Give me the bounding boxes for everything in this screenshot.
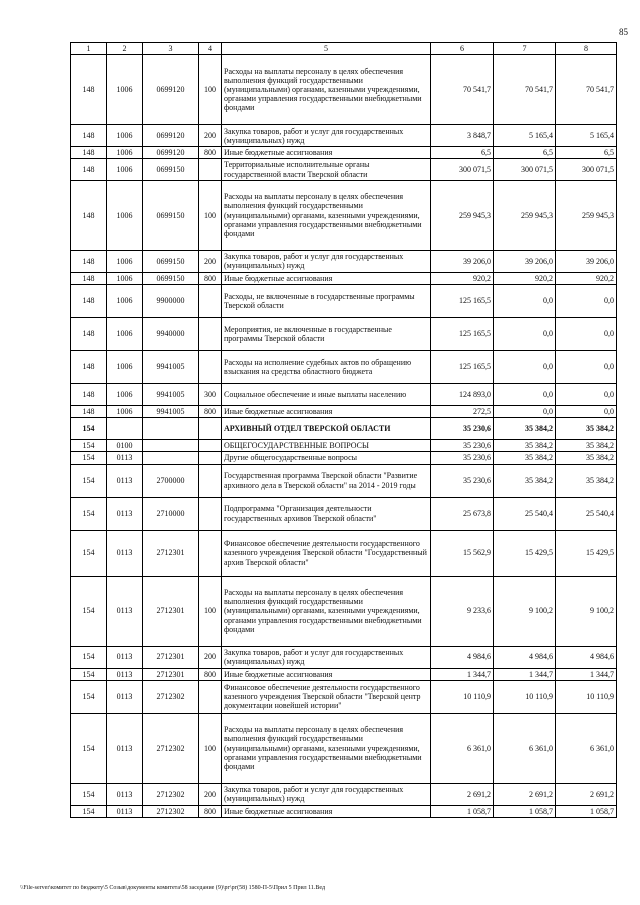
amount-2016-cell: 5 165,4 (494, 125, 556, 147)
glava-cell: 154 (71, 680, 107, 713)
glava-cell: 148 (71, 272, 107, 284)
amount-2017-cell: 2 691,2 (556, 783, 617, 805)
expense-type-cell: 100 (199, 55, 222, 125)
glava-cell: 154 (71, 530, 107, 576)
amount-2016-cell: 0,0 (494, 284, 556, 317)
target-article-cell: 0699150 (143, 250, 199, 272)
expense-type-cell (199, 284, 222, 317)
expense-type-cell: 100 (199, 713, 222, 783)
amount-2015-cell: 35 230,6 (431, 418, 494, 440)
amount-2017-cell: 6 361,0 (556, 713, 617, 783)
glava-cell: 154 (71, 497, 107, 530)
description-cell: Подпрограмма "Организация деятельности государственных архивов Тверской области" (222, 497, 431, 530)
section-cell: 0113 (107, 530, 143, 576)
column-header: 3 (143, 43, 199, 55)
target-article-cell: 2712302 (143, 680, 199, 713)
expense-type-cell: 300 (199, 383, 222, 405)
amount-2017-cell: 1 058,7 (556, 805, 617, 817)
amount-2015-cell: 35 230,6 (431, 440, 494, 452)
table-row (71, 250, 617, 272)
amount-2017-cell: 0,0 (556, 284, 617, 317)
glava-cell: 154 (71, 713, 107, 783)
description-cell: Иные бюджетные ассигнования (222, 805, 431, 817)
section-cell: 1006 (107, 147, 143, 159)
amount-2016-cell: 39 206,0 (494, 250, 556, 272)
glava-cell: 148 (71, 317, 107, 350)
section-cell: 0100 (107, 440, 143, 452)
description-cell: Иные бюджетные ассигнования (222, 147, 431, 159)
table-row (71, 452, 617, 464)
table-row (71, 418, 617, 440)
expense-type-cell: 100 (199, 576, 222, 646)
section-cell: 1006 (107, 272, 143, 284)
amount-2015-cell: 3 848,7 (431, 125, 494, 147)
amount-2017-cell: 0,0 (556, 350, 617, 383)
amount-2016-cell: 259 945,3 (494, 180, 556, 250)
amount-2015-cell: 125 165,5 (431, 350, 494, 383)
description-cell: Расходы на исполнение судебных актов по обращению взыскания на средства областного бюджета (222, 350, 431, 383)
amount-2017-cell: 0,0 (556, 405, 617, 417)
description-cell: Расходы, не включенные в государственные программы Тверской области (222, 284, 431, 317)
amount-2015-cell: 35 230,6 (431, 452, 494, 464)
table-row (71, 383, 617, 405)
amount-2017-cell: 259 945,3 (556, 180, 617, 250)
description-cell: Мероприятия, не включенные в государственные программы Тверской области (222, 317, 431, 350)
amount-2017-cell: 5 165,4 (556, 125, 617, 147)
glava-cell: 148 (71, 405, 107, 417)
expense-type-cell (199, 350, 222, 383)
expense-type-cell: 800 (199, 272, 222, 284)
amount-2017-cell: 920,2 (556, 272, 617, 284)
section-cell: 0113 (107, 668, 143, 680)
table-row (71, 272, 617, 284)
table-row (71, 55, 617, 125)
expense-type-cell (199, 452, 222, 464)
description-cell: Иные бюджетные ассигнования (222, 668, 431, 680)
description-cell: Расходы на выплаты персоналу в целях обеспечения выполнения функций государственными (муниципальными) органами, казенными учреждениями, органами управления государственными внебюджетными фондами (222, 180, 431, 250)
glava-cell: 148 (71, 350, 107, 383)
table-row (71, 713, 617, 783)
amount-2015-cell: 35 230,6 (431, 464, 494, 497)
table-row (71, 680, 617, 713)
expense-type-cell: 800 (199, 805, 222, 817)
amount-2017-cell: 300 071,5 (556, 159, 617, 180)
description-cell: Закупка товаров, работ и услуг для государственных (муниципальных) нужд (222, 250, 431, 272)
section-cell: 1006 (107, 350, 143, 383)
expense-type-cell (199, 317, 222, 350)
column-header: 1 (71, 43, 107, 55)
section-cell: 0113 (107, 680, 143, 713)
description-cell: АРХИВНЫЙ ОТДЕЛ ТВЕРСКОЙ ОБЛАСТИ (222, 418, 431, 440)
glava-cell: 154 (71, 668, 107, 680)
expense-type-cell (199, 497, 222, 530)
target-article-cell: 2712302 (143, 805, 199, 817)
expense-type-cell: 200 (199, 783, 222, 805)
amount-2015-cell: 1 058,7 (431, 805, 494, 817)
table-row (71, 147, 617, 159)
file-path-footer: \\File-server\комитет по бюджету\5 Созыв\документы комитета\58 заседание (9)\рг\рг(58) 1580-П-5\Прил 5 Прил 11.Вед (20, 885, 326, 891)
expense-type-cell (199, 159, 222, 180)
target-article-cell: 0699120 (143, 147, 199, 159)
target-article-cell: 0699120 (143, 125, 199, 147)
description-cell: Закупка товаров, работ и услуг для государственных (муниципальных) нужд (222, 125, 431, 147)
amount-2015-cell: 15 562,9 (431, 530, 494, 576)
glava-cell: 148 (71, 147, 107, 159)
column-header: 5 (222, 43, 431, 55)
glava-cell: 148 (71, 180, 107, 250)
target-article-cell: 2710000 (143, 497, 199, 530)
section-cell: 1006 (107, 383, 143, 405)
target-article-cell (143, 452, 199, 464)
glava-cell: 154 (71, 464, 107, 497)
description-cell: Иные бюджетные ассигнования (222, 272, 431, 284)
expense-type-cell (199, 680, 222, 713)
amount-2016-cell: 35 384,2 (494, 464, 556, 497)
amount-2016-cell: 1 344,7 (494, 668, 556, 680)
expense-type-cell: 800 (199, 405, 222, 417)
section-cell: 0113 (107, 805, 143, 817)
section-cell: 0113 (107, 713, 143, 783)
amount-2017-cell: 35 384,2 (556, 464, 617, 497)
target-article-cell: 2712301 (143, 530, 199, 576)
amount-2016-cell: 920,2 (494, 272, 556, 284)
amount-2016-cell: 300 071,5 (494, 159, 556, 180)
target-article-cell: 2712301 (143, 646, 199, 668)
target-article-cell: 9941005 (143, 350, 199, 383)
amount-2015-cell: 1 344,7 (431, 668, 494, 680)
section-cell: 1006 (107, 284, 143, 317)
table-row (71, 440, 617, 452)
page-number: 85 (619, 27, 628, 37)
target-article-cell (143, 418, 199, 440)
table-row (71, 646, 617, 668)
amount-2017-cell: 39 206,0 (556, 250, 617, 272)
glava-cell: 154 (71, 646, 107, 668)
amount-2016-cell: 35 384,2 (494, 418, 556, 440)
amount-2016-cell: 0,0 (494, 405, 556, 417)
table-row (71, 530, 617, 576)
target-article-cell: 0699150 (143, 180, 199, 250)
amount-2017-cell: 35 384,2 (556, 440, 617, 452)
amount-2016-cell: 6,5 (494, 147, 556, 159)
table-row (71, 668, 617, 680)
glava-cell: 154 (71, 452, 107, 464)
amount-2016-cell: 35 384,2 (494, 452, 556, 464)
target-article-cell: 2712302 (143, 713, 199, 783)
expense-type-cell (199, 418, 222, 440)
glava-cell: 154 (71, 783, 107, 805)
amount-2017-cell: 4 984,6 (556, 646, 617, 668)
table-row (71, 464, 617, 497)
table-row (71, 284, 617, 317)
amount-2017-cell: 0,0 (556, 383, 617, 405)
expense-type-cell: 800 (199, 147, 222, 159)
amount-2015-cell: 6,5 (431, 147, 494, 159)
target-article-cell: 2700000 (143, 464, 199, 497)
description-cell: Иные бюджетные ассигнования (222, 405, 431, 417)
glava-cell: 154 (71, 440, 107, 452)
table-row (71, 576, 617, 646)
table-row (71, 350, 617, 383)
amount-2016-cell: 0,0 (494, 383, 556, 405)
target-article-cell: 9941005 (143, 405, 199, 417)
target-article-cell: 0699150 (143, 272, 199, 284)
expense-type-cell: 800 (199, 668, 222, 680)
amount-2016-cell: 0,0 (494, 317, 556, 350)
amount-2015-cell: 920,2 (431, 272, 494, 284)
amount-2015-cell: 125 165,5 (431, 284, 494, 317)
section-cell: 0113 (107, 646, 143, 668)
glava-cell: 154 (71, 805, 107, 817)
section-cell: 1006 (107, 55, 143, 125)
amount-2017-cell: 6,5 (556, 147, 617, 159)
glava-cell: 148 (71, 55, 107, 125)
glava-cell: 148 (71, 284, 107, 317)
section-cell: 1006 (107, 317, 143, 350)
amount-2015-cell: 259 945,3 (431, 180, 494, 250)
glava-cell: 148 (71, 125, 107, 147)
table-row (71, 159, 617, 180)
amount-2015-cell: 124 893,0 (431, 383, 494, 405)
amount-2017-cell: 10 110,9 (556, 680, 617, 713)
target-article-cell: 9900000 (143, 284, 199, 317)
amount-2017-cell: 35 384,2 (556, 418, 617, 440)
description-cell: Закупка товаров, работ и услуг для государственных (муниципальных) нужд (222, 783, 431, 805)
expense-type-cell (199, 440, 222, 452)
amount-2016-cell: 1 058,7 (494, 805, 556, 817)
table-row (71, 180, 617, 250)
amount-2015-cell: 6 361,0 (431, 713, 494, 783)
header-row (71, 43, 617, 55)
amount-2016-cell: 15 429,5 (494, 530, 556, 576)
target-article-cell: 2712301 (143, 576, 199, 646)
description-cell: Социальное обеспечение и иные выплаты населению (222, 383, 431, 405)
glava-cell: 154 (71, 576, 107, 646)
amount-2016-cell: 35 384,2 (494, 440, 556, 452)
table-row (71, 805, 617, 817)
amount-2016-cell: 0,0 (494, 350, 556, 383)
column-header: 7 (494, 43, 556, 55)
section-cell: 0113 (107, 783, 143, 805)
glava-cell: 154 (71, 418, 107, 440)
amount-2016-cell: 6 361,0 (494, 713, 556, 783)
description-cell: Финансовое обеспечение деятельности государственного казенного учреждения Тверской области "Тверской центр документации новейшей истории" (222, 680, 431, 713)
description-cell: Закупка товаров, работ и услуг для государственных (муниципальных) нужд (222, 646, 431, 668)
section-cell: 0113 (107, 464, 143, 497)
table-row (71, 125, 617, 147)
amount-2017-cell: 15 429,5 (556, 530, 617, 576)
column-header: 2 (107, 43, 143, 55)
expense-type-cell: 200 (199, 646, 222, 668)
target-article-cell: 0699120 (143, 55, 199, 125)
amount-2015-cell: 25 673,8 (431, 497, 494, 530)
amount-2015-cell: 9 233,6 (431, 576, 494, 646)
section-cell: 1006 (107, 159, 143, 180)
column-header: 6 (431, 43, 494, 55)
expense-type-cell: 200 (199, 125, 222, 147)
amount-2017-cell: 1 344,7 (556, 668, 617, 680)
expense-type-cell (199, 530, 222, 576)
table-row (71, 497, 617, 530)
section-cell: 0113 (107, 497, 143, 530)
section-cell: 1006 (107, 250, 143, 272)
section-cell (107, 418, 143, 440)
amount-2015-cell: 125 165,5 (431, 317, 494, 350)
target-article-cell: 9941005 (143, 383, 199, 405)
amount-2016-cell: 2 691,2 (494, 783, 556, 805)
amount-2015-cell: 39 206,0 (431, 250, 494, 272)
target-article-cell: 9940000 (143, 317, 199, 350)
description-cell: Другие общегосударственные вопросы (222, 452, 431, 464)
expense-type-cell: 200 (199, 250, 222, 272)
amount-2015-cell: 2 691,2 (431, 783, 494, 805)
glava-cell: 148 (71, 159, 107, 180)
section-cell: 1006 (107, 405, 143, 417)
glava-cell: 148 (71, 250, 107, 272)
amount-2017-cell: 25 540,4 (556, 497, 617, 530)
table-row (71, 317, 617, 350)
amount-2015-cell: 272,5 (431, 405, 494, 417)
amount-2016-cell: 25 540,4 (494, 497, 556, 530)
target-article-cell: 0699150 (143, 159, 199, 180)
description-cell: Расходы на выплаты персоналу в целях обеспечения выполнения функций государственными (муниципальными) органами, казенными учреждениями, органами управления государственными внебюджетными фондами (222, 713, 431, 783)
section-cell: 0113 (107, 576, 143, 646)
budget-table (70, 42, 617, 818)
description-cell: Государственная программа Тверской области "Развитие архивного дела в Тверской области" на 2014 - 2019 годы (222, 464, 431, 497)
amount-2015-cell: 70 541,7 (431, 55, 494, 125)
amount-2016-cell: 4 984,6 (494, 646, 556, 668)
table-row (71, 405, 617, 417)
expense-type-cell: 100 (199, 180, 222, 250)
amount-2015-cell: 4 984,6 (431, 646, 494, 668)
section-cell: 1006 (107, 180, 143, 250)
section-cell: 1006 (107, 125, 143, 147)
table-row (71, 783, 617, 805)
expense-type-cell (199, 464, 222, 497)
amount-2016-cell: 9 100,2 (494, 576, 556, 646)
amount-2017-cell: 0,0 (556, 317, 617, 350)
amount-2017-cell: 70 541,7 (556, 55, 617, 125)
description-cell: Расходы на выплаты персоналу в целях обеспечения выполнения функций государственными (муниципальными) органами, казенными учреждениями, органами управления государственными внебюджетными фондами (222, 576, 431, 646)
amount-2017-cell: 35 384,2 (556, 452, 617, 464)
amount-2017-cell: 9 100,2 (556, 576, 617, 646)
target-article-cell: 2712301 (143, 668, 199, 680)
section-cell: 0113 (107, 452, 143, 464)
column-header: 8 (556, 43, 617, 55)
target-article-cell (143, 440, 199, 452)
description-cell: Расходы на выплаты персоналу в целях обеспечения выполнения функций государственными (муниципальными) органами, казенными учреждениями, органами управления государственными внебюджетными фондами (222, 55, 431, 125)
description-cell: Территориальные исполнительные органы государственной власти Тверской области (222, 159, 431, 180)
description-cell: ОБЩЕГОСУДАРСТВЕННЫЕ ВОПРОСЫ (222, 440, 431, 452)
amount-2015-cell: 300 071,5 (431, 159, 494, 180)
glava-cell: 148 (71, 383, 107, 405)
amount-2016-cell: 70 541,7 (494, 55, 556, 125)
amount-2015-cell: 10 110,9 (431, 680, 494, 713)
amount-2016-cell: 10 110,9 (494, 680, 556, 713)
column-header: 4 (199, 43, 222, 55)
target-article-cell: 2712302 (143, 783, 199, 805)
description-cell: Финансовое обеспечение деятельности государственного казенного учреждения Тверской области "Государственный архив Тверской области" (222, 530, 431, 576)
